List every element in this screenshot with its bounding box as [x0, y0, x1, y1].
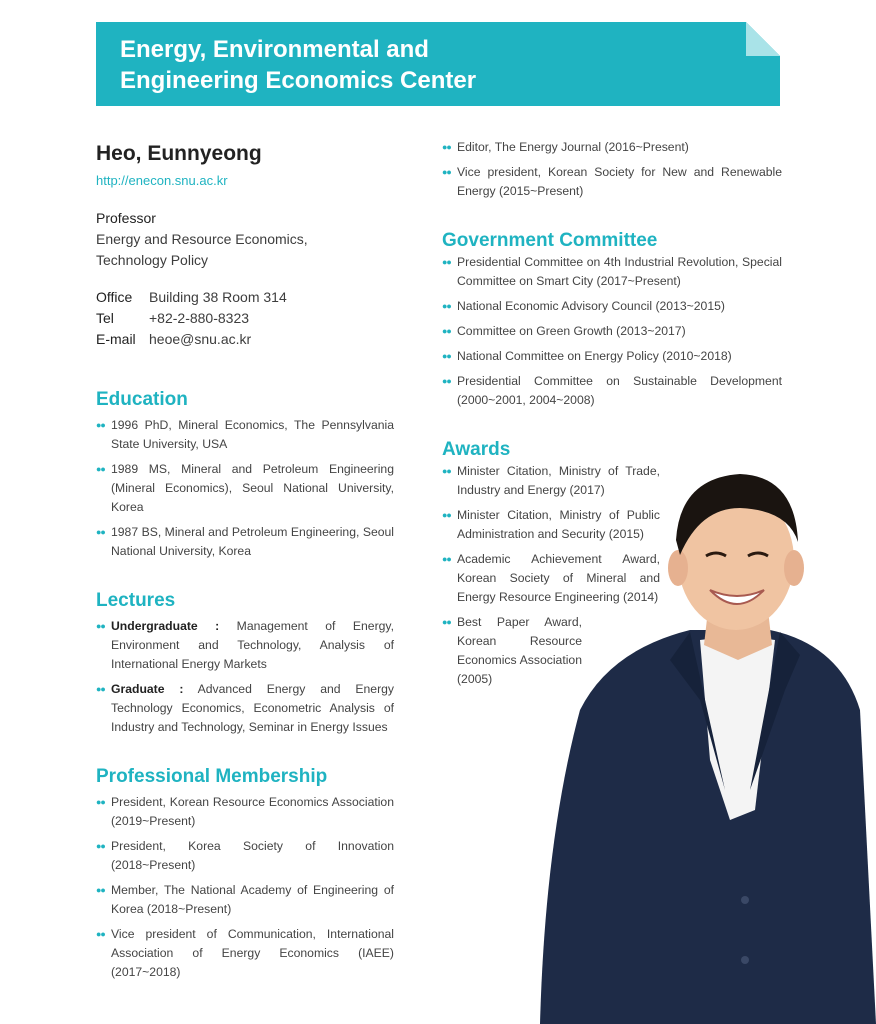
membership-continued	[442, 138, 782, 201]
list-item	[442, 347, 782, 366]
professor-name: Heo, Eunnyeong	[96, 142, 262, 165]
bullet-icon: ●●	[96, 885, 105, 895]
list-item	[96, 460, 394, 517]
bullet-icon: ●●	[96, 797, 105, 807]
contact-label: Office	[96, 289, 133, 305]
jacket-button	[741, 956, 749, 964]
field-line-2: Technology Policy	[96, 252, 209, 268]
bullet-icon: ●●	[442, 301, 451, 311]
bullet-icon: ●●	[442, 617, 451, 627]
list-item	[96, 793, 394, 831]
list-item	[96, 416, 394, 454]
bullet-icon: ●●	[96, 420, 105, 430]
contact-label: E-mail	[96, 331, 136, 347]
right-ear	[784, 550, 804, 586]
position-title: Professor	[96, 210, 156, 226]
bullet-icon: ●●	[442, 326, 451, 336]
contact-label: Tel	[96, 310, 114, 326]
list-item	[442, 322, 782, 341]
bullet-icon: ●●	[442, 167, 451, 177]
bullet-icon: ●●	[96, 929, 105, 939]
item-text: President, Korea Society of Innovation (2018~Present)	[111, 839, 394, 872]
item-text: Minister Citation, Ministry of Trade, Industry and Energy (2017)	[457, 464, 660, 497]
email-link[interactable]: heoe@snu.ac.kr	[149, 331, 252, 347]
list-item	[442, 163, 782, 201]
list-item	[442, 138, 782, 157]
contact-tel	[96, 308, 394, 329]
left-ear	[668, 550, 688, 586]
page-fold-flap	[746, 22, 780, 56]
contact-office	[96, 287, 394, 308]
bullet-icon: ●●	[442, 554, 451, 564]
contact-block	[96, 287, 394, 350]
education-section	[96, 388, 394, 561]
bullet-icon: ●●	[442, 510, 451, 520]
bullet-icon: ●●	[442, 466, 451, 476]
header-banner	[96, 22, 780, 106]
field-line-1: Energy and Resource Economics,	[96, 231, 308, 247]
item-text: Vice president of Communication, International Association of Energy Economics (IAEE) (2017~2018)	[111, 927, 394, 979]
contact-email	[96, 329, 394, 350]
center-title	[120, 34, 476, 96]
bullet-icon: ●●	[442, 257, 451, 267]
website-link[interactable]: http://enecon.snu.ac.kr	[96, 173, 228, 188]
lecture-level: Undergraduate :	[111, 619, 220, 633]
role-block	[96, 208, 394, 271]
bullet-icon: ●●	[96, 621, 105, 631]
list-item	[96, 523, 394, 561]
item-text: Vice president, Korean Society for New and Renewable Energy (2015~Present)	[457, 165, 782, 198]
item-text: Best Paper Award, Korean Resource Economics Association (2005)	[457, 615, 582, 686]
item-text: 1987 BS, Mineral and Petroleum Engineering, Seoul National University, Korea	[111, 525, 394, 558]
item-text: Editor, The Energy Journal (2016~Present)	[457, 140, 689, 154]
item-text: National Economic Advisory Council (2013~2015)	[457, 299, 725, 313]
membership-section	[96, 765, 394, 982]
contact-value: Building 38 Room 314	[149, 289, 287, 305]
list-item	[96, 680, 394, 737]
lecture-level: Graduate :	[111, 682, 184, 696]
bullet-icon: ●●	[96, 464, 105, 474]
section-title: Lectures	[96, 590, 176, 611]
item-text: Academic Achievement Award, Korean Society of Mineral and Energy Resource Engineering (2014)	[457, 552, 660, 604]
bullet-icon: ●●	[442, 376, 451, 386]
section-title: Professional Membership	[96, 766, 328, 787]
title-line-1: Energy, Environmental and	[120, 36, 429, 63]
section-title: Education	[96, 389, 188, 410]
left-column	[96, 140, 394, 988]
bullet-icon: ●●	[442, 351, 451, 361]
list-item	[442, 297, 782, 316]
item-text: 1996 PhD, Mineral Economics, The Pennsylvania State University, USA	[111, 418, 394, 451]
item-text: Management of Energy, Environment and Technology, Analysis of International Energy Markets	[111, 619, 394, 671]
government-section	[442, 229, 782, 410]
section-title: Awards	[442, 439, 511, 460]
list-item	[96, 837, 394, 875]
item-text: National Committee on Energy Policy (2010~2018)	[457, 349, 732, 363]
bullet-icon: ●●	[96, 527, 105, 537]
lectures-section	[96, 589, 394, 737]
jacket-button	[741, 896, 749, 904]
list-item	[96, 881, 394, 919]
item-text: Committee on Green Growth (2013~2017)	[457, 324, 686, 338]
bullet-icon: ●●	[442, 142, 451, 152]
list-item	[442, 372, 782, 410]
item-text: Minister Citation, Ministry of Public Administration and Security (2015)	[457, 508, 660, 541]
contact-value: +82-2-880-8323	[149, 310, 250, 326]
bullet-icon: ●●	[96, 684, 105, 694]
section-title: Government Committee	[442, 230, 658, 251]
item-text: President, Korean Resource Economics Association (2019~Present)	[111, 795, 394, 828]
bullet-icon: ●●	[96, 841, 105, 851]
item-text: Advanced Energy and Energy Technology Economics, Econometric Analysis of Industry and Technology, Seminar in Energy Issues	[111, 682, 395, 734]
item-text: Presidential Committee on 4th Industrial Revolution, Special Committee on Smart City (2017~Present)	[457, 255, 782, 288]
list-item	[96, 617, 394, 674]
list-item	[442, 253, 782, 291]
list-item	[96, 925, 394, 982]
item-text: 1989 MS, Mineral and Petroleum Engineering (Mineral Economics), Seoul National University, Korea	[111, 462, 394, 514]
item-text: Presidential Committee on Sustainable Development (2000~2001, 2004~2008)	[457, 374, 782, 407]
item-text: Member, The National Academy of Engineering of Korea (2018~Present)	[111, 883, 394, 916]
professor-portrait-photo	[540, 460, 876, 1024]
title-line-2: Engineering Economics Center	[120, 67, 477, 94]
